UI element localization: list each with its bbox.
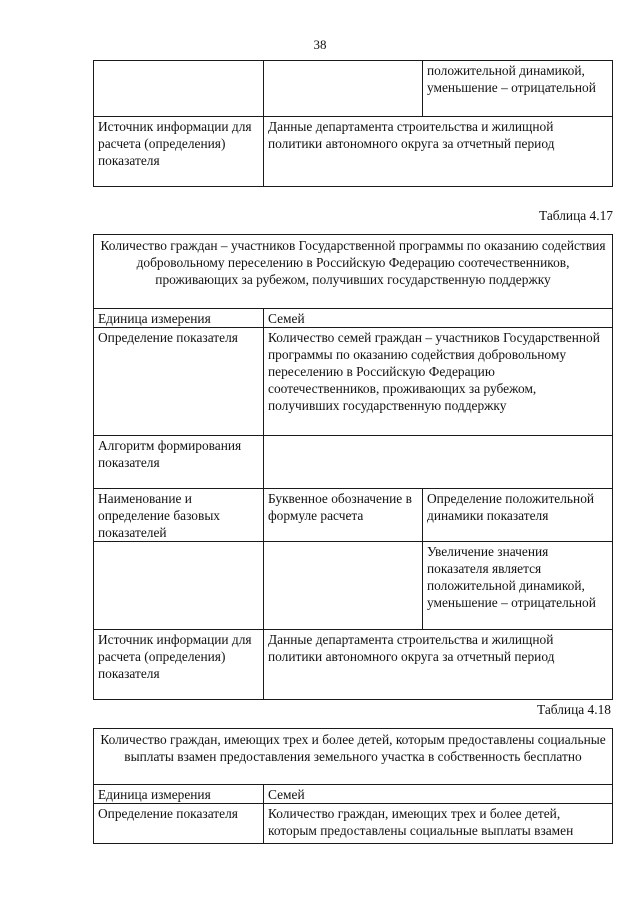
table-row — [94, 328, 613, 436]
table-row — [94, 729, 613, 785]
table-header: Количество граждан – участников Государственной программы по оказанию содействия добровольному переселению в Российскую Федерацию соотечественников, проживающих за рубежом, получивших государственную поддержку — [94, 235, 613, 309]
table-row — [94, 436, 613, 489]
algorithm-value — [264, 436, 613, 489]
table-row — [94, 117, 613, 187]
table-row — [94, 542, 613, 630]
source-value: Данные департамента строительства и жилищной политики автономного округа за отчетный период — [264, 630, 613, 700]
algorithm-label: Алгоритм формирования показателя — [94, 436, 264, 489]
table-cell — [94, 542, 264, 630]
definition-value: Количество семей граждан – участников Государственной программы по оказанию содействия добровольному переселению в Российскую Федерацию соотечественников, проживающих за рубежом, получивших государственную поддержку — [264, 328, 613, 436]
table-row — [94, 630, 613, 700]
unit-label: Единица измерения — [94, 785, 264, 804]
table-cell — [264, 61, 423, 117]
table-row — [94, 309, 613, 328]
definition-label: Определение показателя — [94, 328, 264, 436]
table-4-18 — [93, 728, 613, 844]
page-number: 38 — [313, 37, 327, 52]
base-indicators-label: Наименование и определение базовых показателей — [94, 489, 264, 542]
source-value: Данные департамента строительства и жилищной политики автономного округа за отчетный период — [264, 117, 613, 187]
table-header: Количество граждан, имеющих трех и более детей, которым предоставлены социальные выплаты взамен предоставления земельного участка в собственность бесплатно — [94, 729, 613, 785]
unit-value: Семей — [264, 785, 613, 804]
table-row — [94, 235, 613, 309]
source-label: Источник информации для расчета (определения) показателя — [94, 117, 264, 187]
table-cell: положительной динамикой, уменьшение – отрицательной — [423, 61, 613, 117]
dynamics-text: Увеличение значения показателя является положительной динамикой, уменьшение – отрицательной — [423, 542, 613, 630]
definition-label: Определение показателя — [94, 804, 264, 844]
table-caption: Таблица 4.17 — [538, 208, 613, 223]
positive-dynamics-label: Определение положительной динамики показателя — [423, 489, 613, 542]
table-row — [94, 785, 613, 804]
table-row — [94, 804, 613, 844]
table-cell — [264, 542, 423, 630]
table-continuation — [93, 60, 613, 187]
unit-value: Семей — [264, 309, 613, 328]
definition-value: Количество граждан, имеющих трех и более детей, которым предоставлены социальные выплаты взамен — [264, 804, 613, 844]
table-4-17 — [93, 234, 613, 700]
table-caption: Таблица 4.18 — [536, 702, 611, 717]
unit-label: Единица измерения — [94, 309, 264, 328]
source-label: Источник информации для расчета (определения) показателя — [94, 630, 264, 700]
table-row — [94, 489, 613, 542]
table-row — [94, 61, 613, 117]
letter-designation-label: Буквенное обозначение в формуле расчета — [264, 489, 423, 542]
table-cell — [94, 61, 264, 117]
